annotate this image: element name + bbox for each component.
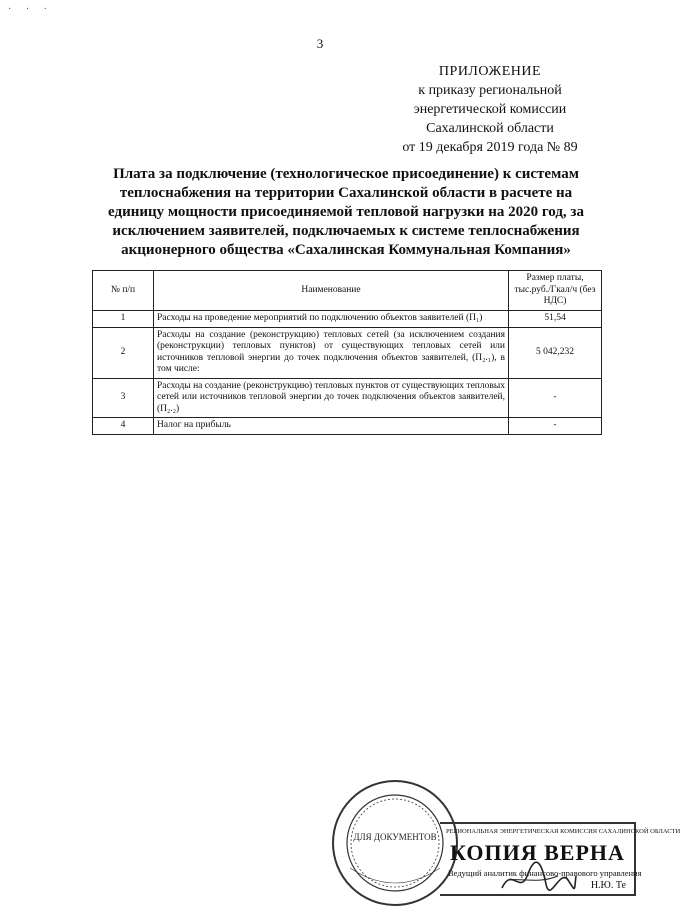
row-value: - (509, 378, 602, 418)
scan-speckles: · · · (8, 4, 53, 15)
row-value: 5 042,232 (509, 327, 602, 378)
row-value: - (509, 418, 602, 435)
appendix-date-line: от 19 декабря 2019 года № 89 (402, 140, 578, 155)
appendix-line: Сахалинской области (426, 121, 554, 136)
seal-text: ДЛЯ ДОКУМЕНТОВ (353, 832, 437, 842)
row-num: 3 (93, 378, 154, 418)
stamp-copy-label: КОПИЯ ВЕРНА (450, 840, 625, 865)
header-name: Наименование (154, 271, 509, 311)
table-row (93, 327, 602, 378)
stamp-signer: Н.Ю. Те (590, 880, 626, 891)
table-row (93, 418, 602, 435)
row-num: 2 (93, 327, 154, 378)
row-num: 4 (93, 418, 154, 435)
row-value: 51,54 (509, 311, 602, 328)
row-name: Расходы на создание (реконструкцию) тепловых пунктов от существующих тепловых сетей или источников тепловой энергии до точек подключения объектов заявителей, (П₂.₂) (154, 378, 509, 418)
appendix-heading: ПРИЛОЖЕНИЕ (438, 64, 542, 79)
table-row (93, 378, 602, 418)
table-row (93, 311, 602, 328)
signature-icon (498, 858, 578, 898)
stamp-role: Ведущий аналитик финансово-правового управления (448, 868, 642, 878)
stamp-org: РЕГИОНАЛЬНАЯ ЭНЕРГЕТИЧЕСКАЯ КОМИССИЯ САХАЛИНСКОЙ ОБЛАСТИ (446, 828, 680, 835)
row-name: Расходы на создание (реконструкцию) тепловых сетей (за исключением создания (реконструкции) тепловых пунктов) от существующих тепловых сетей или источников тепловой энергии до точек подключения объектов заявителей, (П₂.₁), в том числе: (154, 327, 509, 378)
appendix-block (380, 62, 600, 157)
appendix-line: энергетической комиссии (413, 102, 567, 117)
page-number: 3 (316, 36, 324, 51)
appendix-line: к приказу региональной (418, 83, 562, 98)
row-num: 1 (93, 311, 154, 328)
row-name: Налог на прибыль (154, 418, 509, 435)
header-num: № п/п (93, 271, 154, 311)
row-name: Расходы на проведение мероприятий по подключению объектов заявителей (П₁) (154, 311, 509, 328)
document-title: Плата за подключение (технологическое присоединение) к системам теплоснабжения на территории Сахалинской области в расчете на единицу мощности присоединяемой тепловой нагрузки на 2020 год, за исключением заявителей, подключаемых к системе теплоснабжения акционерного общества «Сахалинская Коммунальная Компания» (108, 166, 584, 258)
header-value: Размер платы, тыс.руб./Гкал/ч (без НДС) (509, 271, 602, 311)
fee-table (92, 270, 602, 435)
table-header-row (93, 271, 602, 311)
